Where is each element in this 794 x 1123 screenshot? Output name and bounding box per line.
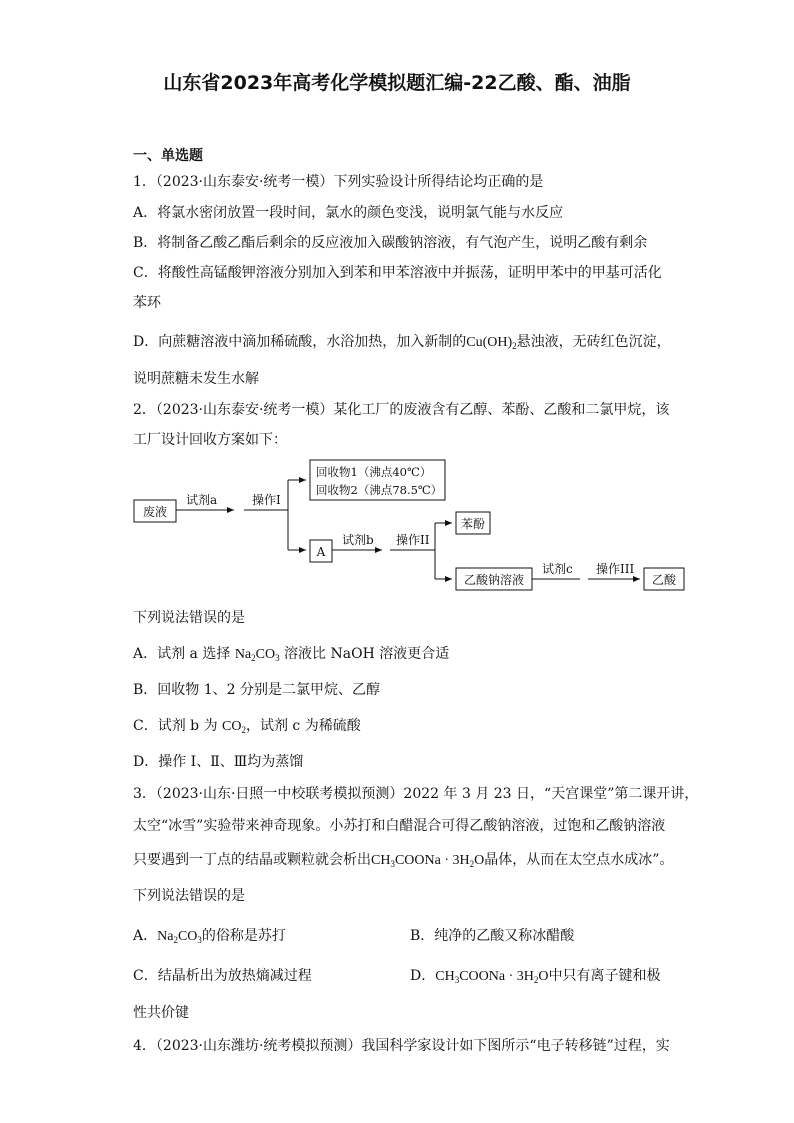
q2-stem-cont: 工厂设计回收方案如下： xyxy=(133,432,287,448)
op3-label: 操作III xyxy=(596,562,635,576)
a-label: A xyxy=(316,545,326,559)
sodium-acetate-trihydrate-formula: $CH_3COONa \cdot 3H_2O$ xyxy=(371,853,485,869)
recover1-label: 回收物1（沸点40℃） xyxy=(316,465,432,479)
q3-option-d: D．$CH_3COONa \cdot 3H_2O$中只有离子键和极 xyxy=(410,968,661,985)
recovery-flow-diagram xyxy=(130,455,690,595)
section-heading: 一、单选题 xyxy=(133,148,203,164)
q2-option-b: B．回收物 1、2 分别是二氯甲烷、乙醇 xyxy=(133,682,381,698)
q4-stem: 4．（2023·山东潍坊·统考模拟预测）我国科学家设计如下图所示“电子转移链”过程，实 xyxy=(133,1038,670,1054)
q3-option-c: C．结晶析出为放热熵减过程 xyxy=(133,968,312,984)
op2-label: 操作II xyxy=(396,533,430,547)
q3-option-a: A．$Na_2CO_3$的俗称是苏打 xyxy=(133,928,286,945)
q2-option-d: D．操作 Ⅰ、Ⅱ、Ⅲ均为蒸馏 xyxy=(133,754,304,770)
op1-label: 操作I xyxy=(252,493,281,507)
reagent-b-label: 试剂b xyxy=(342,533,374,547)
q1-option-d-cont: 说明蔗糖未发生水解 xyxy=(133,371,259,387)
q2-ask: 下列说法错误的是 xyxy=(133,610,245,626)
q1-option-d xyxy=(133,332,671,353)
q1-d-text-post: 悬浊液，无砖红色沉淀， xyxy=(516,334,671,350)
q2-stem: 2．（2023·山东泰安·统考一模）某化工厂的废液含有乙醇、苯酚、乙酸和二氯甲烷，该 xyxy=(133,402,670,418)
q1-option-b: B．将制备乙酸乙酯后剩余的反应液加入碳酸钠溶液，有气泡产生，说明乙酸有剩余 xyxy=(133,235,648,251)
q2-option-a: A．试剂 a 选择 $Na_2CO_3$ 溶液比 NaOH 溶液更合适 xyxy=(133,646,450,663)
waste-label: 废液 xyxy=(142,505,168,519)
q3-stem-cont1: 太空“冰雪”实验带来神奇现象。小苏打和白醋混合可得乙酸钠溶液，过饱和乙酸钠溶液 xyxy=(133,818,666,834)
page-title: 山东省2023年高考化学模拟题汇编-22乙酸、酯、油脂 xyxy=(163,72,631,94)
sodium-acetate-label: 乙酸钠溶液 xyxy=(463,573,525,587)
recover2-label: 回收物2（沸点78.5℃） xyxy=(316,483,443,497)
reagent-a-label: 试剂a xyxy=(186,493,218,507)
q1-option-c-cont: 苯环 xyxy=(133,295,161,311)
q1-d-formula: $Cu(OH)_2$ xyxy=(466,335,517,351)
q3-option-b: B．纯净的乙酸又称冰醋酸 xyxy=(410,928,575,944)
q1-option-c: C．将酸性高锰酸钾溶液分别加入到苯和甲苯溶液中并振荡，证明甲苯中的甲基可活化 xyxy=(133,265,662,281)
co2-formula: $CO_2$ xyxy=(222,719,246,735)
q1-stem: 1．（2023·山东泰安·统考一模）下列实验设计所得结论均正确的是 xyxy=(133,174,544,190)
q3-stem-cont2: 只要遇到一丁点的结晶或颗粒就会析出$CH_3COONa \cdot 3H_2O$晶体，从而在太空点水成冰”。 xyxy=(133,852,674,869)
q1-d-text: D．向蔗糖溶液中滴加稀硫酸，水浴加热，加入新制的 xyxy=(133,334,467,350)
q1-option-a: A．将氯水密闭放置一段时间，氯水的颜色变浅，说明氯气能与水反应 xyxy=(133,205,564,221)
phenol-label: 苯酚 xyxy=(460,517,486,531)
na2co3-formula: $Na_2CO_3$ xyxy=(234,647,280,663)
q3-ask: 下列说法错误的是 xyxy=(133,888,245,904)
q3-option-d-cont: 性共价键 xyxy=(133,1005,189,1021)
reagent-c-label: 试剂c xyxy=(542,562,573,576)
q2-option-c: C．试剂 b 为 $CO_2$，试剂 c 为稀硫酸 xyxy=(133,718,361,735)
q3-stem: 3．（2023·山东·日照一中校联考模拟预测）2022 年 3 月 23 日，“天宫课堂”第二课开讲， xyxy=(133,786,699,802)
acetic-acid-label: 乙酸 xyxy=(651,573,677,587)
